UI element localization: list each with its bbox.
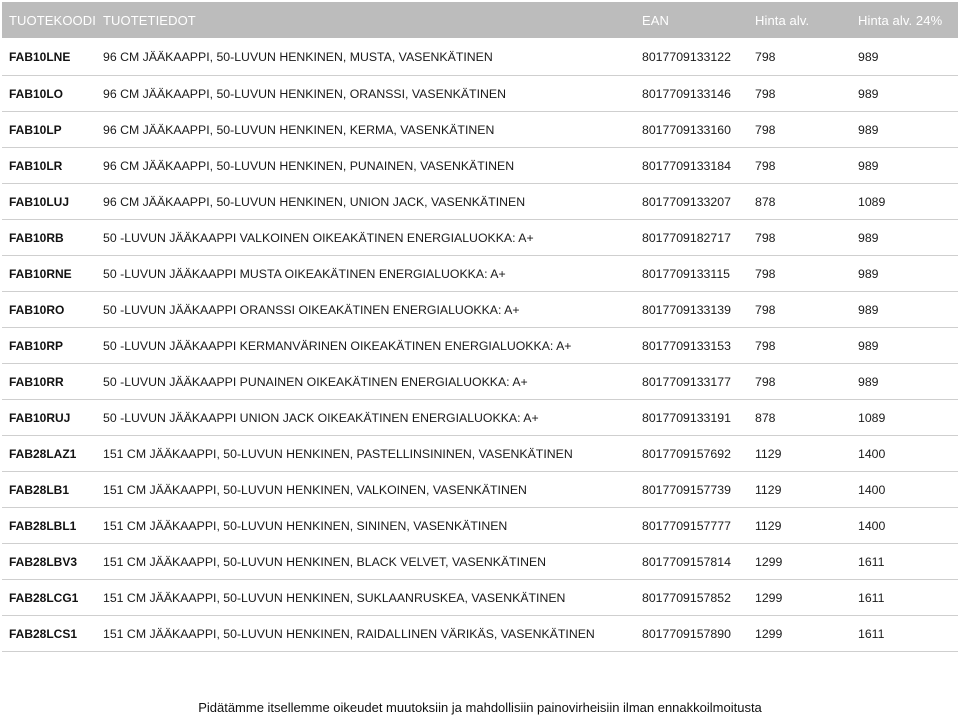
table-row: [2, 112, 958, 148]
product-description: 151 CM JÄÄKAAPPI, 50-LUVUN HENKINEN, VALKOINEN, VASENKÄTINEN: [103, 482, 527, 497]
product-code: FAB10LP: [9, 122, 62, 137]
table-row: [2, 220, 958, 256]
product-price: 878: [755, 194, 776, 209]
product-ean: 8017709133160: [642, 122, 731, 137]
product-price-vat: 989: [858, 374, 879, 389]
product-description: 96 CM JÄÄKAAPPI, 50-LUVUN HENKINEN, KERMA, VASENKÄTINEN: [103, 122, 495, 137]
product-code: FAB10RB: [9, 230, 64, 245]
product-description: 50 -LUVUN JÄÄKAAPPI ORANSSI OIKEAKÄTINEN ENERGIALUOKKA: A+: [103, 302, 520, 317]
product-description: 151 CM JÄÄKAAPPI, 50-LUVUN HENKINEN, RAIDALLINEN VÄRIKÄS, VASENKÄTINEN: [103, 626, 595, 641]
product-code: FAB10RO: [9, 302, 65, 317]
product-price: 1299: [755, 626, 783, 641]
product-ean: 8017709133177: [642, 374, 731, 389]
product-price-vat: 1611: [858, 590, 885, 605]
product-price: 798: [755, 374, 776, 389]
table-row: [2, 472, 958, 508]
product-price: 798: [755, 338, 776, 353]
product-price: 1129: [755, 482, 782, 497]
product-description: 151 CM JÄÄKAAPPI, 50-LUVUN HENKINEN, SUKLAANRUSKEA, VASENKÄTINEN: [103, 590, 566, 605]
product-price-vat: 1611: [858, 626, 885, 641]
product-price: 798: [755, 302, 776, 317]
product-description: 50 -LUVUN JÄÄKAAPPI UNION JACK OIKEAKÄTINEN ENERGIALUOKKA: A+: [103, 410, 539, 425]
product-code: FAB10LR: [9, 158, 63, 173]
product-ean: 8017709157777: [642, 518, 731, 533]
product-code: FAB10RP: [9, 338, 64, 353]
product-ean: 8017709182717: [642, 230, 731, 245]
table-body: [2, 38, 958, 652]
table-row: [2, 436, 958, 472]
product-description: 50 -LUVUN JÄÄKAAPPI MUSTA OIKEAKÄTINEN ENERGIALUOKKA: A+: [103, 266, 506, 281]
product-price-vat: 989: [858, 338, 879, 353]
product-price-vat: 1611: [858, 554, 885, 569]
column-header-price-vat: Hinta alv. 24%: [858, 12, 943, 28]
product-code: FAB10LUJ: [9, 194, 70, 209]
table-row: [2, 148, 958, 184]
table-row: [2, 328, 958, 364]
table-row: [2, 364, 958, 400]
product-price: 798: [755, 230, 776, 245]
product-price: 798: [755, 266, 776, 281]
table-header-row: [2, 2, 958, 38]
table-row: [2, 38, 958, 76]
product-price: 1129: [755, 518, 782, 533]
product-code: FAB28LCS1: [9, 626, 78, 641]
table-row: [2, 256, 958, 292]
table-row: [2, 580, 958, 616]
product-price-vat: 989: [858, 49, 879, 64]
table-row: [2, 544, 958, 580]
table-row: [2, 616, 958, 652]
product-price-vat: 989: [858, 158, 879, 173]
product-code: FAB10RR: [9, 374, 64, 389]
product-price-vat: 1089: [858, 194, 886, 209]
table-row: [2, 184, 958, 220]
product-ean: 8017709133191: [642, 410, 731, 425]
product-code: FAB10RNE: [9, 266, 72, 281]
product-code: FAB10LNE: [9, 49, 71, 64]
product-code: FAB28LCG1: [9, 590, 79, 605]
product-price: 798: [755, 158, 776, 173]
product-description: 96 CM JÄÄKAAPPI, 50-LUVUN HENKINEN, UNION JACK, VASENKÄTINEN: [103, 194, 526, 209]
product-description: 96 CM JÄÄKAAPPI, 50-LUVUN HENKINEN, MUSTA, VASENKÄTINEN: [103, 49, 493, 64]
product-ean: 8017709157739: [642, 482, 731, 497]
product-ean: 8017709157814: [642, 554, 731, 569]
product-price: 798: [755, 49, 776, 64]
product-description: 151 CM JÄÄKAAPPI, 50-LUVUN HENKINEN, SININEN, VASENKÄTINEN: [103, 518, 508, 533]
table-row: [2, 76, 958, 112]
product-price-vat: 989: [858, 266, 879, 281]
product-description: 151 CM JÄÄKAAPPI, 50-LUVUN HENKINEN, BLACK VELVET, VASENKÄTINEN: [103, 554, 547, 569]
table-row: [2, 292, 958, 328]
product-price-vat: 1400: [858, 482, 886, 497]
product-ean: 8017709157890: [642, 626, 731, 641]
table-row: [2, 400, 958, 436]
product-code: FAB10LO: [9, 86, 64, 101]
column-header-ean: EAN: [642, 12, 670, 28]
product-description: 50 -LUVUN JÄÄKAAPPI VALKOINEN OIKEAKÄTINEN ENERGIALUOKKA: A+: [103, 230, 534, 245]
product-ean: 8017709157692: [642, 446, 731, 461]
product-ean: 8017709157852: [642, 590, 731, 605]
table-row: [2, 508, 958, 544]
product-description: 151 CM JÄÄKAAPPI, 50-LUVUN HENKINEN, PASTELLINSININEN, VASENKÄTINEN: [103, 446, 573, 461]
product-ean: 8017709133207: [642, 194, 731, 209]
product-price: 1299: [755, 554, 783, 569]
product-ean: 8017709133115: [642, 266, 730, 281]
product-price-vat: 989: [858, 122, 879, 137]
product-price-vat: 1400: [858, 446, 886, 461]
column-header-code: TUOTEKOODI: [9, 12, 96, 28]
column-header-price: Hinta alv.: [755, 12, 810, 28]
product-ean: 8017709133146: [642, 86, 731, 101]
product-price-vat: 989: [858, 86, 879, 101]
product-description: 50 -LUVUN JÄÄKAAPPI KERMANVÄRINEN OIKEAKÄTINEN ENERGIALUOKKA: A+: [103, 338, 572, 353]
product-price-vat: 1400: [858, 518, 886, 533]
product-code: FAB28LAZ1: [9, 446, 77, 461]
product-description: 50 -LUVUN JÄÄKAAPPI PUNAINEN OIKEAKÄTINEN ENERGIALUOKKA: A+: [103, 374, 528, 389]
product-price: 1129: [755, 446, 782, 461]
footer-disclaimer: Pidätämme itsellemme oikeudet muutoksiin ja mahdollisiin painovirheisiin ilman ennakkoilmoitusta: [198, 700, 762, 715]
product-price: 878: [755, 410, 776, 425]
product-code: FAB28LBL1: [9, 518, 77, 533]
product-description: 96 CM JÄÄKAAPPI, 50-LUVUN HENKINEN, PUNAINEN, VASENKÄTINEN: [103, 158, 515, 173]
product-price-vat: 989: [858, 230, 879, 245]
price-table: [2, 2, 958, 652]
product-price: 798: [755, 86, 776, 101]
product-ean: 8017709133184: [642, 158, 731, 173]
product-price-vat: 989: [858, 302, 879, 317]
column-header-description: TUOTETIEDOT: [103, 12, 196, 28]
product-description: 96 CM JÄÄKAAPPI, 50-LUVUN HENKINEN, ORANSSI, VASENKÄTINEN: [103, 86, 506, 101]
product-price-vat: 1089: [858, 410, 886, 425]
product-ean: 8017709133122: [642, 49, 731, 64]
product-ean: 8017709133153: [642, 338, 731, 353]
product-price: 1299: [755, 590, 783, 605]
product-code: FAB28LBV3: [9, 554, 78, 569]
product-ean: 8017709133139: [642, 302, 731, 317]
product-code: FAB10RUJ: [9, 410, 71, 425]
product-code: FAB28LB1: [9, 482, 70, 497]
product-price: 798: [755, 122, 776, 137]
